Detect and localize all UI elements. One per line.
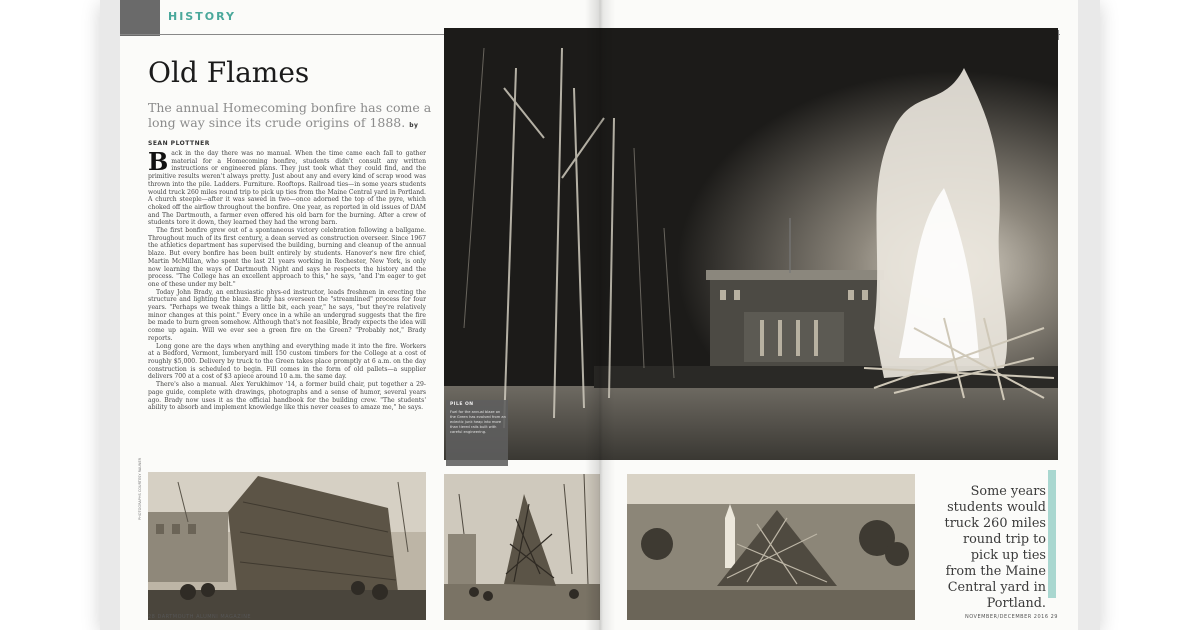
paragraph-3: Today John Brady, an enthusiastic phys-ed instructor, leads freshmen in erecting the structure and lighting the blaze. Brady has overseen the "streamlined" process for four years. "Perhaps we tweak things a little bit, each year," he says, "but they're relatively minor changes at this point." Every once in a while an undergrad suggests that the fire be made to burn green somehow. Although that's not feasible, Brady expects the idea will come up again. Will we ever see a green fire on the Green? "Probably not," Brady reports. [148,288,426,342]
pullquote: Some years students would truck 260 miles round trip to pick up ties from the Maine Central yard in Portland. [944,484,1046,611]
section-tab [120,0,160,36]
dropcap: B [148,150,169,176]
spine-gutter [585,0,615,630]
caption-title: PILE ON [450,402,474,407]
deck-text: The annual Homecoming bonfire has come a long way since its crude origins of 1888. [148,100,432,130]
byline: by SEAN PLOTTNER [148,122,419,147]
photo-credit: PHOTOGRAPHS COURTESY RAUNER [138,457,142,520]
article-deck [148,100,438,151]
barn-photo [148,472,426,620]
pullquote-accent-bar [1048,470,1056,598]
article-title: Old Flames [148,56,310,89]
paragraph-1: Back in the day there was no manual. When the time came each fall to gather material for a Homecoming bonfire, students didn't consult any written instructions or engineered plans. They just took what they could find, and the primitive results weren't always pretty. Just about any and every kind of scrap wood was thrown into the pile. Ladders. Furniture. Rooftops. Railroad ties—in some years students would truck 260 miles round trip to pick up ties from the Maine Central yard in Portland. A church steeple—after it was sawed in two—once adorned the top of the pyre, which choked off the airflow throughout the bonfire. One year, as reported in old issues of DAM and The Dartmouth, a farmer even offered his old barn for the burning. After a crew of students tore it down, they learned they had the wrong barn. [148,150,426,227]
section-label: HISTORY [168,10,236,23]
folio-right: NOVEMBER/DECEMBER 2016 29 [964,614,1058,620]
pyre-photo [444,474,600,620]
caption-text: Fuel for the annual blaze on the Green has evolved from an eclectic junk heap into more than tiered rails built with careful engineering. [450,410,506,434]
section-rule-tick [1058,30,1059,40]
paragraph-4: Long gone are the days when anything and everything made it into the fire. Workers at a Bedford, Vermont, lumberyard mill 150 custom timbers for the College at a cost of roughly $5,000. Delivery by truck to the Green takes place promptly at 6 a.m. on the day construction is scheduled to begin. Fill comes in the form of old pallets—a supplier delivers 700 at a cost of $3 apiece around 10 a.m. the same day. [148,342,426,381]
bonfire-night-photo [444,28,1058,460]
paragraph-2: The first bonfire grew out of a spontaneous victory celebration following a ballgame. Throughout much of its first century, a dean served as construction overseer. Since 1967 the athletics department has supervised the building, burning and cleanup of the annual blaze. But every bonfire has been built entirely by students. Hanover's new fire chief, Martin McMillan, who spent the last 21 years working in Rochester, New York, is only now learning the ways of Dartmouth Night and says he respects the history and the process. "The College has an excellent approach to this," he says, "and I'm eager to get one of these under my belt." [148,227,426,288]
pile-photo [627,474,915,620]
article-body [148,150,426,468]
folio-left: 28 DARTMOUTH ALUMNI MAGAZINE [148,614,252,620]
paragraph-5: There's also a manual. Alex Yerukhimov '14, a former build chair, put together a 29-page guide, complete with drawings, photographs and a sense of humor, several years ago. Brady now uses it as the official handbook for the building crew. "The students' ability to absorb and implement knowledge like this never ceases to amaze me," he says. [148,381,426,412]
